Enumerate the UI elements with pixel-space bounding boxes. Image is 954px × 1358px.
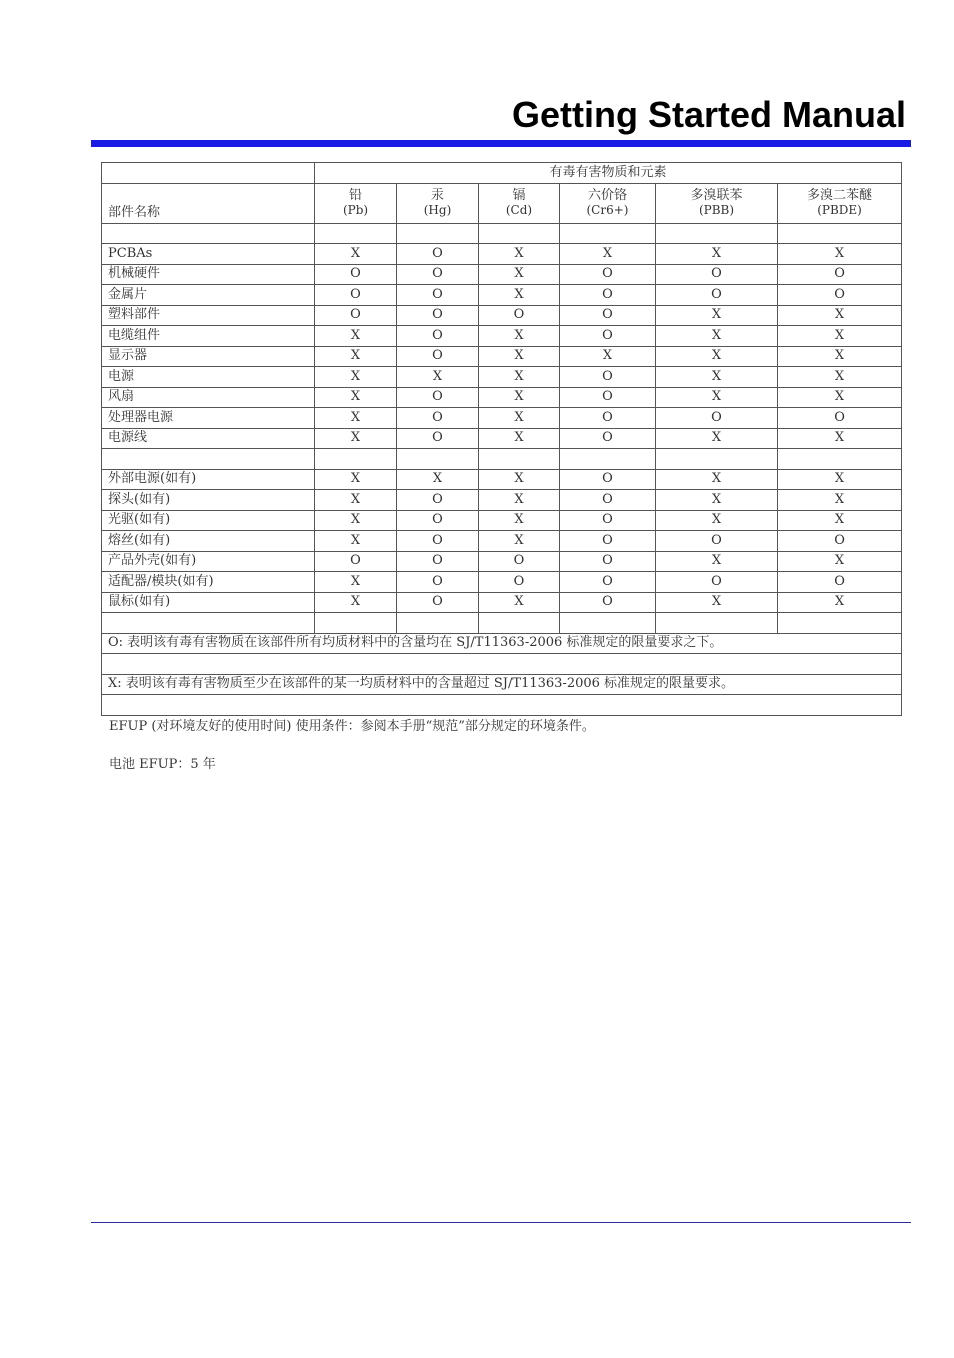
battery-efup-line: 电池 EFUP：5 年 xyxy=(109,757,216,772)
column-header-sub: (Pb) xyxy=(342,202,369,217)
empty-cell xyxy=(560,223,656,244)
part-name: 外部电源(如有) xyxy=(102,469,315,490)
empty-cell xyxy=(656,449,778,470)
part-name: 金属片 xyxy=(102,285,315,306)
column-header-symbol: 汞 xyxy=(430,188,444,204)
substance-mark: O xyxy=(479,551,560,572)
table-row xyxy=(102,592,902,613)
substance-mark: X xyxy=(315,346,397,367)
empty-cell xyxy=(397,449,479,470)
empty-cell xyxy=(102,223,315,244)
substance-mark: O xyxy=(778,408,902,429)
substance-mark: X xyxy=(656,510,778,531)
table-row xyxy=(102,367,902,388)
part-name: 电源 xyxy=(102,367,315,388)
column-header-sub: (PBDE) xyxy=(817,202,862,217)
substance-mark: O xyxy=(560,469,656,490)
substance-mark: X xyxy=(479,264,560,285)
empty-cell xyxy=(102,613,315,634)
name-header: 部件名称 xyxy=(102,183,315,223)
substance-mark: X xyxy=(397,469,479,490)
empty-cell xyxy=(778,449,902,470)
substance-mark: X xyxy=(315,572,397,593)
substance-mark: O xyxy=(560,387,656,408)
substance-mark: X xyxy=(479,428,560,449)
column-header-sub: (PBB) xyxy=(698,202,735,217)
note-x: X: 表明该有毒有害物质至少在该部件的某一均质材料中的含量超过 SJ/T11363-2006 标准规定的限量要求。 xyxy=(102,674,902,695)
table-row xyxy=(102,326,902,347)
column-header-symbol: 多溴联苯 xyxy=(690,188,743,204)
substance-mark: X xyxy=(315,326,397,347)
substance-mark: O xyxy=(560,408,656,429)
substance-mark: O xyxy=(560,510,656,531)
substance-mark: X xyxy=(778,305,902,326)
table-row xyxy=(102,408,902,429)
substance-mark: X xyxy=(315,428,397,449)
spacer-row xyxy=(102,613,902,634)
empty-cell xyxy=(315,613,397,634)
substance-mark: O xyxy=(560,592,656,613)
footer-rule xyxy=(91,1222,911,1223)
substance-mark: X xyxy=(778,428,902,449)
substance-mark: O xyxy=(397,387,479,408)
note-spacer xyxy=(102,654,902,675)
title-rule xyxy=(91,140,911,147)
substance-mark: O xyxy=(315,551,397,572)
substance-mark: X xyxy=(479,408,560,429)
column-header xyxy=(315,183,397,223)
empty-cell xyxy=(479,449,560,470)
empty-cell xyxy=(397,223,479,244)
part-name: 塑料部件 xyxy=(102,305,315,326)
substance-mark: X xyxy=(479,367,560,388)
substance-mark: X xyxy=(778,510,902,531)
substance-mark: X xyxy=(479,469,560,490)
substance-mark: O xyxy=(397,490,479,511)
substance-mark: O xyxy=(397,264,479,285)
table-row xyxy=(102,264,902,285)
substance-mark: O xyxy=(397,326,479,347)
substance-mark: X xyxy=(479,387,560,408)
substance-mark: X xyxy=(778,346,902,367)
substance-mark: X xyxy=(479,285,560,306)
empty-cell xyxy=(560,613,656,634)
column-header xyxy=(479,183,560,223)
substance-mark: X xyxy=(315,367,397,388)
substance-mark: O xyxy=(560,531,656,552)
substance-mark: O xyxy=(397,428,479,449)
column-header-symbol: 镉 xyxy=(512,188,526,204)
part-name: 电缆组件 xyxy=(102,326,315,347)
spacer-row xyxy=(102,223,902,244)
empty-cell xyxy=(656,613,778,634)
table-row xyxy=(102,551,902,572)
substance-mark: O xyxy=(397,572,479,593)
substance-mark: X xyxy=(315,531,397,552)
empty-cell xyxy=(560,449,656,470)
substance-mark: O xyxy=(479,572,560,593)
empty-cell xyxy=(315,449,397,470)
part-name: 机械硬件 xyxy=(102,264,315,285)
part-name: 电源线 xyxy=(102,428,315,449)
substance-mark: X xyxy=(778,490,902,511)
substance-mark: X xyxy=(560,346,656,367)
substance-mark: O xyxy=(560,264,656,285)
hazardous-substances-table xyxy=(101,162,902,716)
substance-mark: X xyxy=(315,469,397,490)
substance-mark: X xyxy=(778,367,902,388)
substance-mark: O xyxy=(397,346,479,367)
part-name: 光驱(如有) xyxy=(102,510,315,531)
part-name: 适配器/模块(如有) xyxy=(102,572,315,593)
table-row xyxy=(102,510,902,531)
part-name: PCBAs xyxy=(102,244,315,265)
substance-mark: O xyxy=(778,285,902,306)
substance-mark: O xyxy=(315,305,397,326)
table-row xyxy=(102,531,902,552)
empty-cell xyxy=(397,613,479,634)
table-corner-cell xyxy=(102,163,315,184)
note-o: O: 表明该有毒有害物质在该部件所有均质材料中的含量均在 SJ/T11363-2006 标准规定的限量要求之下。 xyxy=(102,633,902,654)
group-header: 有毒有害物质和元素 xyxy=(315,163,902,184)
substance-mark: X xyxy=(656,346,778,367)
empty-cell xyxy=(656,223,778,244)
substance-mark: X xyxy=(778,387,902,408)
empty-cell xyxy=(102,449,315,470)
table-row xyxy=(102,305,902,326)
empty-cell xyxy=(479,613,560,634)
column-header-symbol: 六价铬 xyxy=(587,188,627,204)
substance-mark: O xyxy=(397,551,479,572)
substance-mark: X xyxy=(656,244,778,265)
column-header-symbol: 多溴二苯醚 xyxy=(807,188,873,204)
table-row xyxy=(102,428,902,449)
substance-mark: O xyxy=(778,531,902,552)
substance-mark: X xyxy=(656,428,778,449)
spacer-row xyxy=(102,449,902,470)
substance-mark: X xyxy=(656,490,778,511)
substance-mark: X xyxy=(315,244,397,265)
substance-mark: X xyxy=(315,408,397,429)
part-name: 鼠标(如有) xyxy=(102,592,315,613)
substance-mark: O xyxy=(560,285,656,306)
part-name: 显示器 xyxy=(102,346,315,367)
substance-mark: O xyxy=(656,264,778,285)
substance-mark: O xyxy=(778,264,902,285)
page-title: Getting Started Manual xyxy=(511,94,906,135)
part-name: 风扇 xyxy=(102,387,315,408)
column-header xyxy=(560,183,656,223)
empty-cell xyxy=(778,613,902,634)
substance-mark: X xyxy=(479,592,560,613)
substance-mark: X xyxy=(778,469,902,490)
efup-line: EFUP (对环境友好的使用时间) 使用条件：参阅本手册“规范”部分规定的环境条件。 xyxy=(109,719,595,734)
substance-mark: O xyxy=(656,285,778,306)
substance-mark: X xyxy=(656,387,778,408)
substance-mark: X xyxy=(315,592,397,613)
substance-mark: X xyxy=(778,244,902,265)
substance-mark: O xyxy=(397,592,479,613)
table-row xyxy=(102,244,902,265)
substance-mark: X xyxy=(656,305,778,326)
substance-mark: O xyxy=(560,326,656,347)
part-name: 熔丝(如有) xyxy=(102,531,315,552)
empty-cell xyxy=(778,223,902,244)
substance-mark: O xyxy=(560,551,656,572)
substance-mark: O xyxy=(315,264,397,285)
substance-mark: O xyxy=(560,572,656,593)
substance-mark: O xyxy=(397,531,479,552)
column-header-sub: (Cd) xyxy=(505,202,533,217)
part-name: 产品外壳(如有) xyxy=(102,551,315,572)
substance-mark: O xyxy=(778,572,902,593)
substance-mark: X xyxy=(778,592,902,613)
substance-mark: X xyxy=(656,592,778,613)
column-header-symbol: 铅 xyxy=(348,188,362,204)
substance-mark: X xyxy=(315,387,397,408)
substance-mark: X xyxy=(479,346,560,367)
column-header xyxy=(397,183,479,223)
empty-cell xyxy=(315,223,397,244)
substance-mark: X xyxy=(778,326,902,347)
substance-mark: O xyxy=(397,510,479,531)
table-row xyxy=(102,346,902,367)
substance-mark: O xyxy=(397,408,479,429)
empty-cell xyxy=(479,223,560,244)
substance-mark: X xyxy=(656,469,778,490)
substance-mark: X xyxy=(656,326,778,347)
substance-mark: O xyxy=(560,305,656,326)
substance-mark: X xyxy=(479,490,560,511)
substance-mark: X xyxy=(479,326,560,347)
substance-mark: O xyxy=(656,572,778,593)
substance-mark: O xyxy=(397,285,479,306)
table-row xyxy=(102,285,902,306)
column-header xyxy=(778,183,902,223)
table-row xyxy=(102,387,902,408)
table-row xyxy=(102,572,902,593)
substance-mark: X xyxy=(479,244,560,265)
substance-mark: X xyxy=(778,551,902,572)
substance-mark: O xyxy=(397,305,479,326)
substance-mark: O xyxy=(479,305,560,326)
substance-mark: X xyxy=(560,244,656,265)
substance-mark: X xyxy=(656,367,778,388)
substance-mark: O xyxy=(560,367,656,388)
substance-mark: O xyxy=(560,428,656,449)
substance-mark: O xyxy=(397,244,479,265)
substance-mark: X xyxy=(315,490,397,511)
substance-mark: O xyxy=(315,285,397,306)
column-header-sub: (Hg) xyxy=(423,202,452,217)
table-row xyxy=(102,469,902,490)
column-header xyxy=(656,183,778,223)
substance-mark: O xyxy=(656,531,778,552)
substance-mark: O xyxy=(656,408,778,429)
column-header-sub: (Cr6+) xyxy=(586,202,629,217)
part-name: 处理器电源 xyxy=(102,408,315,429)
note-spacer xyxy=(102,695,902,716)
substance-mark: X xyxy=(479,510,560,531)
table-row xyxy=(102,490,902,511)
substance-mark: X xyxy=(656,551,778,572)
substance-mark: X xyxy=(397,367,479,388)
substance-mark: X xyxy=(315,510,397,531)
substance-mark: X xyxy=(479,531,560,552)
part-name: 探头(如有) xyxy=(102,490,315,511)
substance-mark: O xyxy=(560,490,656,511)
